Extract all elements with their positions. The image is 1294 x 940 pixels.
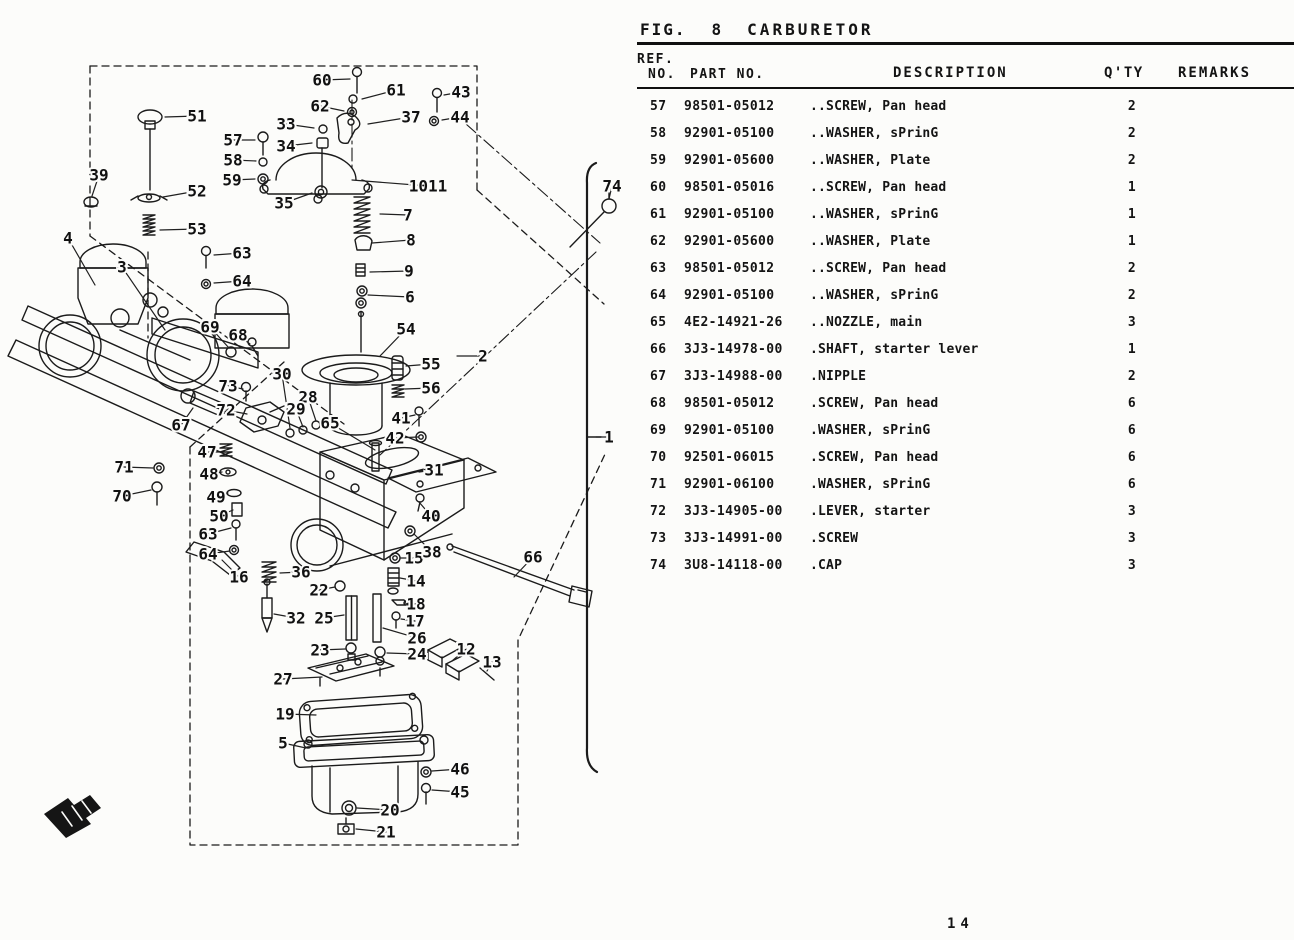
callout-label: 30 <box>272 364 292 384</box>
ref-cell: 72 <box>650 504 667 519</box>
callout-label: 35 <box>274 193 294 213</box>
callout-label: 33 <box>276 114 296 134</box>
forward-arrow-icon <box>44 795 101 838</box>
qty-cell: 3 <box>1127 504 1137 519</box>
diagram-centerlines <box>352 100 600 455</box>
desc-cell: ..WASHER, Plate <box>810 153 931 168</box>
callout-label: 32 <box>286 608 306 628</box>
qty-cell: 2 <box>1127 261 1137 276</box>
part-cell: 92901-05100 <box>684 423 775 438</box>
part-cell: 92901-05600 <box>684 234 775 249</box>
ref-cell: 62 <box>650 234 667 249</box>
desc-cell: ..WASHER, sPrinG <box>810 126 939 141</box>
table-row <box>637 420 1294 447</box>
table-row <box>637 555 1294 582</box>
parts-table <box>637 96 1294 582</box>
callout-label: 66 <box>523 547 543 567</box>
qty-cell: 2 <box>1127 99 1137 114</box>
part-cell: 3J3-14905-00 <box>684 504 783 519</box>
callout-leader <box>368 295 410 297</box>
table-row <box>637 366 1294 393</box>
qty-cell: 1 <box>1127 342 1137 357</box>
callout-label: 65 <box>320 413 340 433</box>
part-cap-74 <box>570 193 616 247</box>
callout-label: 61 <box>386 80 406 100</box>
qty-cell: 2 <box>1127 369 1137 384</box>
callout-label: 59 <box>222 170 242 190</box>
desc-cell: ..WASHER, Plate <box>810 234 931 249</box>
callout-label: 36 <box>291 562 311 582</box>
qty-cell: 3 <box>1127 315 1137 330</box>
col-header-ref-2: NO. <box>648 67 676 82</box>
table-row <box>637 528 1294 555</box>
callout-label: 38 <box>422 542 442 562</box>
float-chamber-internals <box>262 553 409 665</box>
part-cell: 92901-05600 <box>684 153 775 168</box>
callout-label: 48 <box>199 464 219 484</box>
callout-label: 64 <box>198 544 218 564</box>
callout-label: 14 <box>406 571 426 591</box>
callout-label: 74 <box>602 176 622 196</box>
page-number: 14 <box>947 916 974 932</box>
part-cell: 98501-05016 <box>684 180 775 195</box>
ref-cell: 70 <box>650 450 667 465</box>
callout-label: 20 <box>380 800 400 820</box>
ref-cell: 60 <box>650 180 667 195</box>
callout-label: 19 <box>275 704 295 724</box>
callout-label: 57 <box>223 130 243 150</box>
callout-label: 24 <box>407 644 427 664</box>
table-row <box>637 204 1294 231</box>
callout-label: 52 <box>187 181 207 201</box>
part-cell: 3J3-14991-00 <box>684 531 783 546</box>
callout-label: 17 <box>405 611 425 631</box>
ref-cell: 71 <box>650 477 667 492</box>
ref-cell: 57 <box>650 99 667 114</box>
table-row <box>637 96 1294 123</box>
part-cell: 3J3-14978-00 <box>684 342 783 357</box>
qty-cell: 3 <box>1127 531 1137 546</box>
desc-cell: ..WASHER, sPrinG <box>810 207 939 222</box>
starter-shaft-66 <box>447 544 592 607</box>
col-header-remarks: REMARKS <box>1178 65 1252 81</box>
callout-label: 3 <box>117 257 127 277</box>
desc-cell: ..SCREW, Pan head <box>810 99 947 114</box>
callout-label: 25 <box>314 608 334 628</box>
col-header-ref-1: REF. <box>637 52 675 67</box>
ref-cell: 61 <box>650 207 667 222</box>
callout-label: 67 <box>171 415 191 435</box>
slide-needle-set <box>302 197 410 435</box>
exploded-diagram <box>0 0 640 940</box>
callout-label: 49 <box>206 487 226 507</box>
ref-cell: 74 <box>650 558 667 573</box>
ref-cell: 63 <box>650 261 667 276</box>
callout-label: 70 <box>112 486 132 506</box>
desc-cell: ..SCREW, Pan head <box>810 261 947 276</box>
table-row <box>637 285 1294 312</box>
qty-cell: 2 <box>1127 288 1137 303</box>
callout-label: 9 <box>404 261 414 281</box>
callout-label: 23 <box>310 640 330 660</box>
qty-cell: 3 <box>1127 558 1137 573</box>
figure-title <box>640 20 874 39</box>
ref-cell: 66 <box>650 342 667 357</box>
qty-cell: 2 <box>1127 126 1137 141</box>
callout-label: 58 <box>223 150 243 170</box>
ref-cell: 65 <box>650 315 667 330</box>
callout-label: 54 <box>396 319 416 339</box>
callout-label: 2 <box>478 346 488 366</box>
desc-cell: .WASHER, sPrinG <box>810 477 931 492</box>
part-cell: 92901-06100 <box>684 477 775 492</box>
callout-label: 18 <box>406 594 426 614</box>
desc-cell: .NIPPLE <box>810 369 867 384</box>
callout-label: 22 <box>309 580 329 600</box>
callout-label: 21 <box>376 822 396 842</box>
table-row <box>637 177 1294 204</box>
part-cell: 92501-06015 <box>684 450 775 465</box>
desc-cell: .SHAFT, starter lever <box>810 342 979 357</box>
callout-label: 62 <box>310 96 330 116</box>
callout-label: 29 <box>286 399 306 419</box>
part-cell: 4E2-14921-26 <box>684 315 783 330</box>
col-header-part-no: PART NO. <box>690 67 765 82</box>
ref-cell: 69 <box>650 423 667 438</box>
desc-cell: ..WASHER, sPrinG <box>810 288 939 303</box>
callout-label: 4 <box>63 228 73 248</box>
table-row <box>637 231 1294 258</box>
callout-label: 45 <box>450 782 470 802</box>
table-row <box>637 447 1294 474</box>
part-cell: 98501-05012 <box>684 396 775 411</box>
callout-label: 69 <box>200 317 220 337</box>
callout-label: 47 <box>197 442 217 462</box>
callout-label: 8 <box>406 230 416 250</box>
callout-label: 60 <box>312 70 332 90</box>
qty-cell: 1 <box>1127 234 1137 249</box>
qty-cell: 1 <box>1127 207 1137 222</box>
callout-label: 55 <box>421 354 441 374</box>
callout-label: 6 <box>405 287 415 307</box>
desc-cell: .SCREW <box>810 531 859 546</box>
callout-label: 31 <box>424 460 444 480</box>
table-row <box>637 393 1294 420</box>
table-row <box>637 150 1294 177</box>
callout-label: 13 <box>482 652 502 672</box>
callout-label: 64 <box>232 271 252 291</box>
table-row <box>637 312 1294 339</box>
callout-label: 44 <box>450 107 470 127</box>
callout-label: 37 <box>401 107 421 127</box>
desc-cell: .CAP <box>810 558 843 573</box>
callout-label: 28 <box>298 387 318 407</box>
col-header-description: DESCRIPTION <box>893 65 1008 81</box>
callout-label: 56 <box>421 378 441 398</box>
col-header-qty: Q'TY <box>1104 65 1144 81</box>
table-row <box>637 339 1294 366</box>
desc-cell: .WASHER, sPrinG <box>810 423 931 438</box>
diagram-boundary <box>90 66 606 845</box>
qty-cell: 6 <box>1127 423 1137 438</box>
callout-label: 1011 <box>408 176 448 196</box>
callout-label: 40 <box>421 506 441 526</box>
desc-cell: .LEVER, starter <box>810 504 931 519</box>
ref-cell: 73 <box>650 531 667 546</box>
ref-cell: 58 <box>650 126 667 141</box>
callout-label: 63 <box>232 243 252 263</box>
ref-cell: 67 <box>650 369 667 384</box>
table-row <box>637 501 1294 528</box>
qty-cell: 6 <box>1127 450 1137 465</box>
callout-label: 15 <box>404 548 424 568</box>
part-cell: 92901-05100 <box>684 288 775 303</box>
qty-cell: 6 <box>1127 396 1137 411</box>
callout-label: 7 <box>403 205 413 225</box>
callout-label: 68 <box>228 325 248 345</box>
callout-label: 50 <box>209 506 229 526</box>
table-row <box>637 474 1294 501</box>
callout-leader <box>372 240 411 243</box>
desc-cell: ..SCREW, Pan head <box>810 180 947 195</box>
callout-label: 39 <box>89 165 109 185</box>
desc-cell: .SCREW, Pan head <box>810 396 939 411</box>
figure-number: 8 <box>711 20 722 39</box>
callout-label: 41 <box>391 408 411 428</box>
callout-label: 34 <box>276 136 296 156</box>
callout-label: 72 <box>216 400 236 420</box>
part-cell: 98501-05012 <box>684 261 775 276</box>
figure-label: FIG. <box>640 20 687 39</box>
qty-cell: 2 <box>1127 153 1137 168</box>
callout-label: 12 <box>456 639 476 659</box>
callout-label: 71 <box>114 457 134 477</box>
callout-label: 26 <box>407 628 427 648</box>
part-cell: 92901-05100 <box>684 207 775 222</box>
callout-label: 53 <box>187 219 207 239</box>
callout-label: 27 <box>273 669 293 689</box>
qty-cell: 6 <box>1127 477 1137 492</box>
part-cell: 92901-05100 <box>684 126 775 141</box>
callout-label: 42 <box>385 428 405 448</box>
part-cell: 3J3-14988-00 <box>684 369 783 384</box>
qty-cell: 1 <box>1127 180 1137 195</box>
callout-leader <box>370 271 409 272</box>
desc-cell: ..NOZZLE, main <box>810 315 923 330</box>
ref-cell: 68 <box>650 396 667 411</box>
fastener-70-71 <box>152 463 164 505</box>
callout-label: 43 <box>451 82 471 102</box>
table-row <box>637 258 1294 285</box>
callout-label: 16 <box>229 567 249 587</box>
callout-label: 1 <box>604 427 614 447</box>
callout-label: 73 <box>218 376 238 396</box>
ref-cell: 59 <box>650 153 667 168</box>
header-rule <box>637 87 1294 89</box>
desc-cell: .SCREW, Pan head <box>810 450 939 465</box>
table-row <box>637 123 1294 150</box>
float-bowl <box>293 734 434 834</box>
ref-cell: 64 <box>650 288 667 303</box>
callout-label: 51 <box>187 106 207 126</box>
callout-label: 5 <box>278 733 288 753</box>
callout-label: 63 <box>198 524 218 544</box>
figure-name: CARBURETOR <box>747 20 874 39</box>
callout-layer <box>63 71 621 842</box>
callout-label: 46 <box>450 759 470 779</box>
part-cell: 98501-05012 <box>684 99 775 114</box>
part-cell: 3U8-14118-00 <box>684 558 783 573</box>
title-rule <box>637 42 1294 45</box>
